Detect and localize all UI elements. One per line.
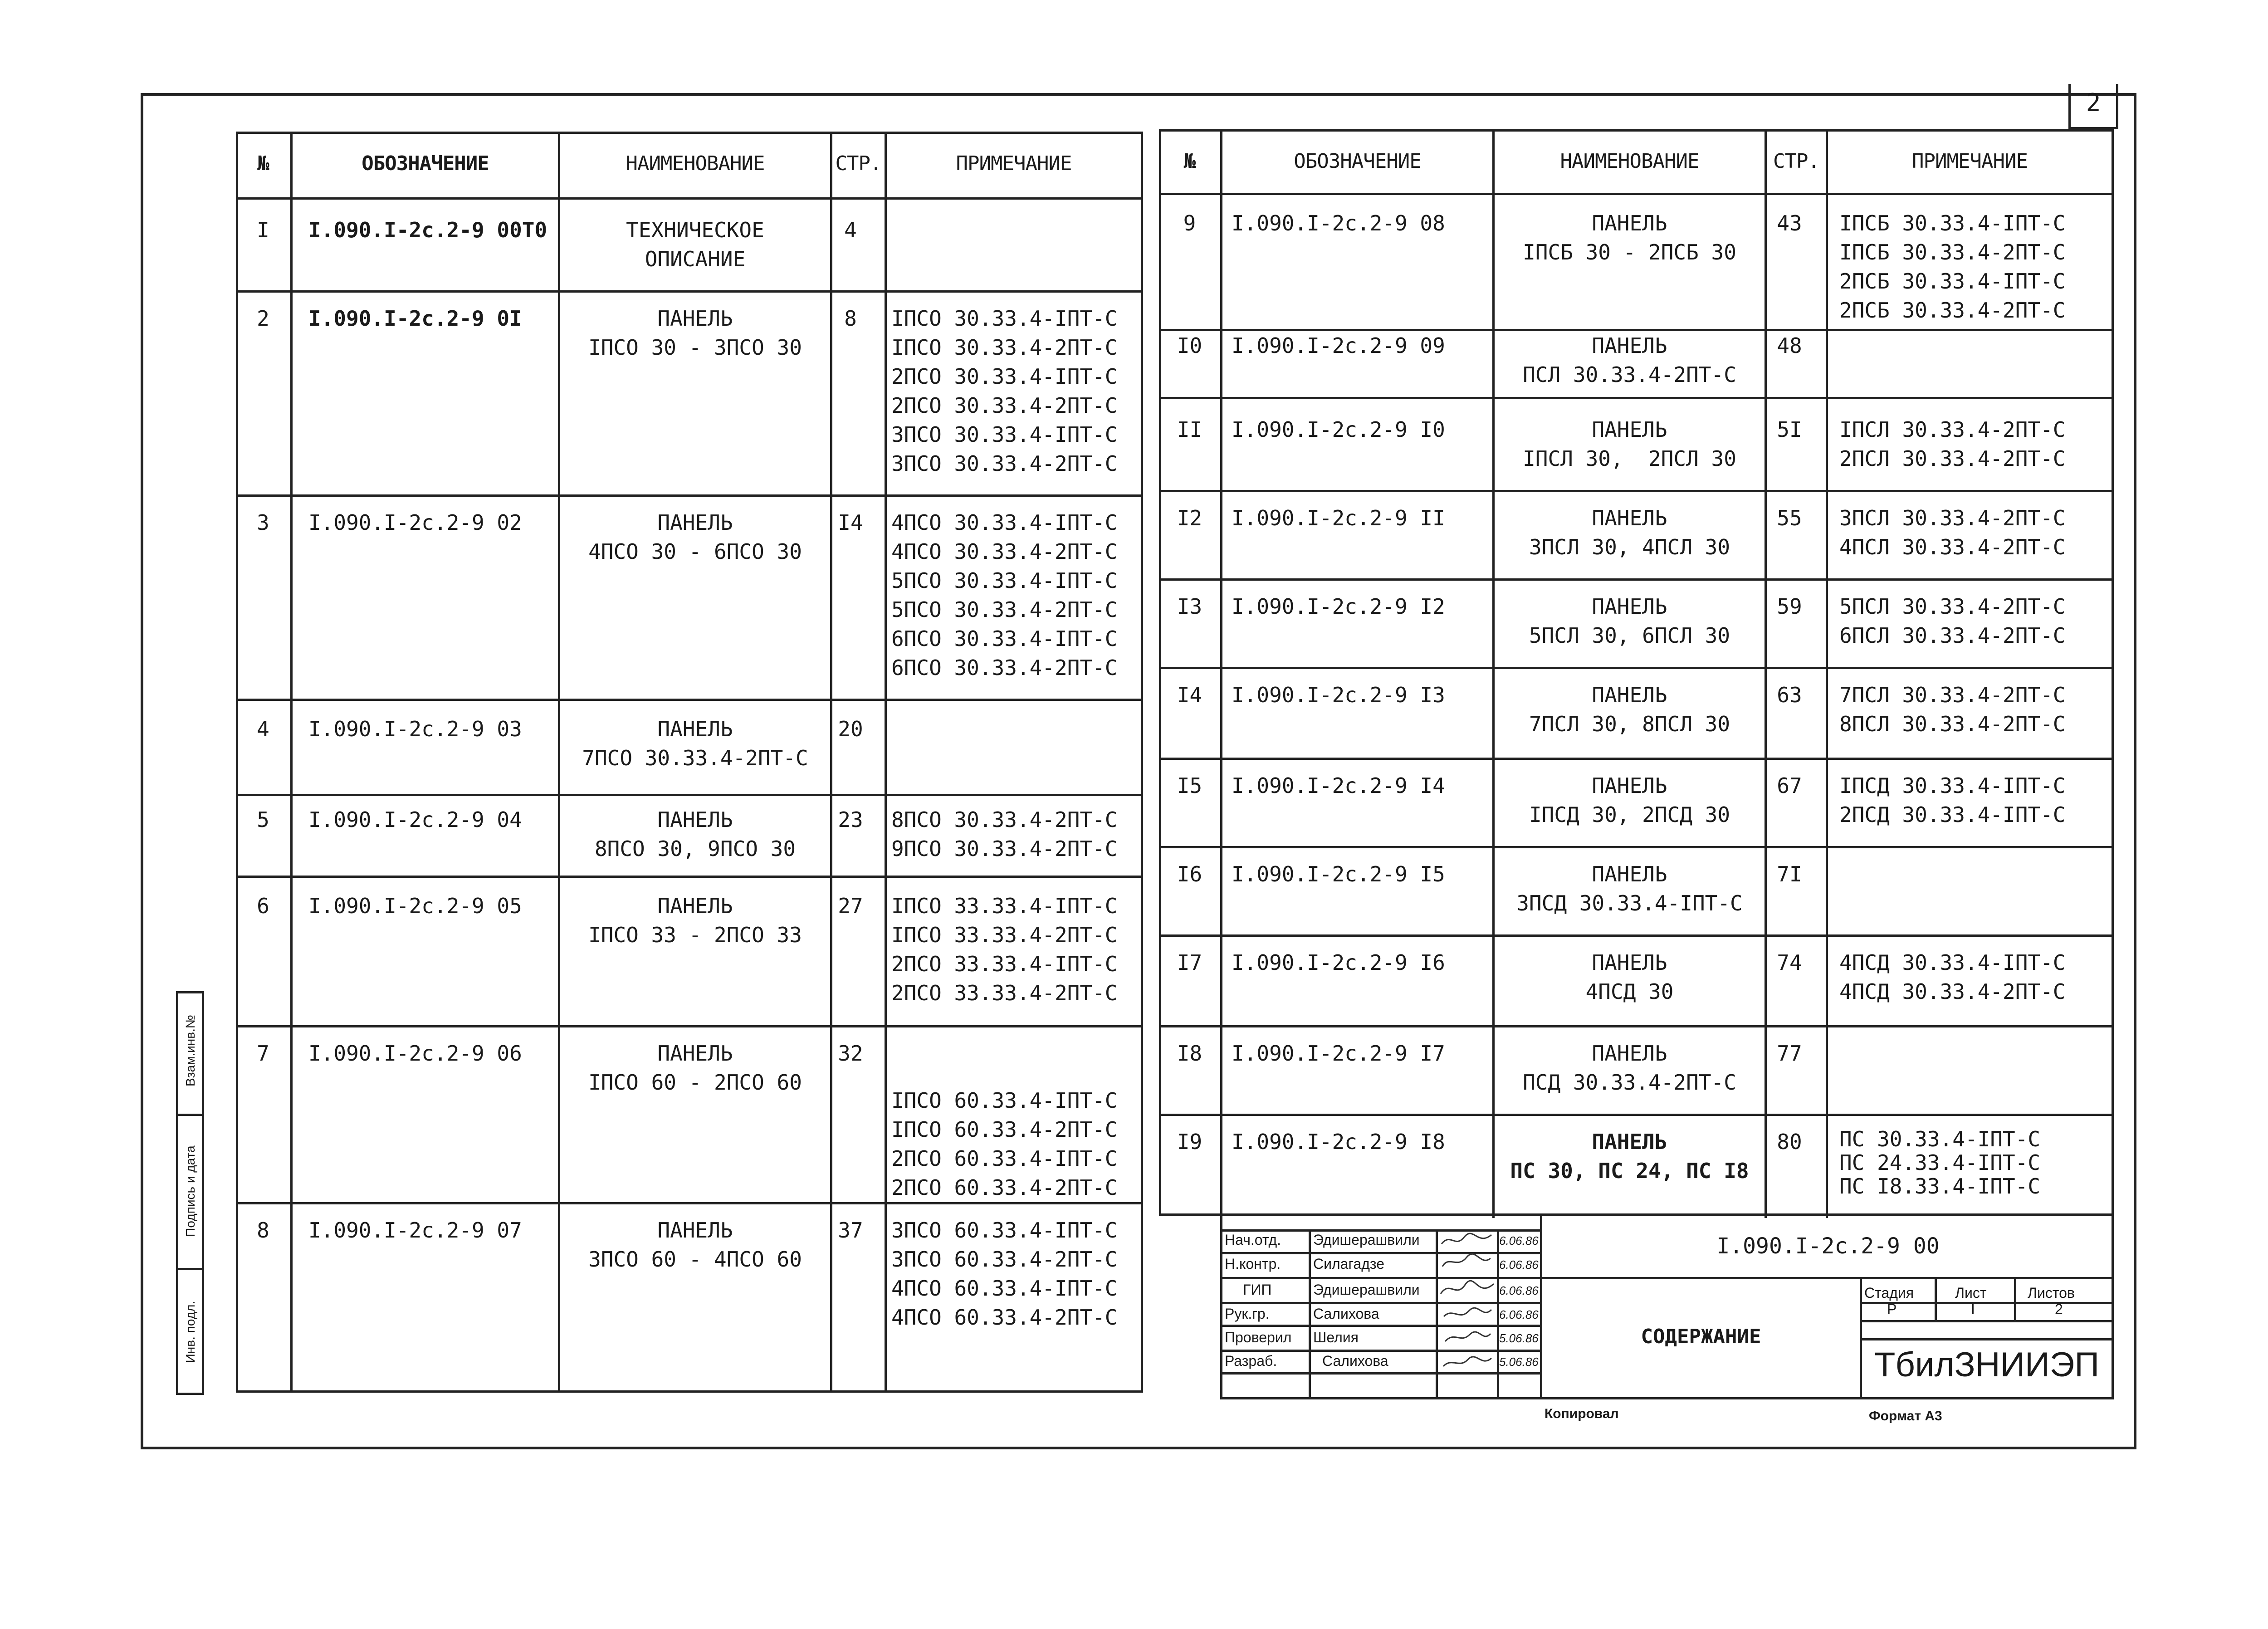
row-designation: I.090.I-2c.2-9 07 — [308, 1218, 522, 1243]
row-page: 63 — [1777, 683, 1802, 707]
copied-label: Копировал — [1545, 1406, 1619, 1421]
right-header-designation: ОБОЗНАЧЕНИЕ — [1294, 150, 1421, 173]
row-page: 27 — [838, 894, 863, 918]
row-no: 7 — [257, 1041, 269, 1066]
row-no: I4 — [1177, 683, 1202, 707]
row-no: 2 — [257, 306, 269, 331]
row-page: 7I — [1777, 862, 1802, 886]
row-page: 59 — [1777, 594, 1802, 619]
row-no: 3 — [257, 510, 269, 535]
row-name: ТЕХНИЧЕСКОЕ ОПИСАНИЕ — [626, 218, 764, 271]
signer-name: Силагадзе — [1313, 1256, 1384, 1272]
row-page: 20 — [838, 717, 863, 741]
row-note: ПС 30.33.4-IПТ-С ПС 24.33.4-IПТ-С ПС I8.33.4-IПТ-С — [1839, 1127, 2041, 1199]
row-designation: I.090.I-2c.2-9 0I — [308, 306, 522, 331]
row-name: ПАНЕЛЬ IПСБ 30 - 2ПСБ 30 — [1523, 211, 1736, 264]
row-name: ПАНЕЛЬ 8ПСО 30, 9ПСО 30 — [594, 807, 796, 861]
signer-role: Н.контр. — [1225, 1256, 1281, 1272]
title-block-title: СОДЕРЖАНИЕ — [1641, 1325, 1761, 1348]
signer-date: 5.06.86 — [1499, 1355, 1539, 1369]
row-designation: I.090.I-2c.2-9 05 — [308, 894, 522, 918]
row-designation: I.090.I-2c.2-9 I3 — [1232, 683, 1445, 707]
stage-label: Стадия — [1864, 1285, 1914, 1301]
row-name: ПАНЕЛЬ 4ПСД 30 — [1585, 950, 1674, 1004]
row-name: ПАНЕЛЬ 7ПСО 30.33.4-2ПТ-С — [582, 717, 808, 770]
row-designation: I.090.I-2c.2-9 03 — [308, 717, 522, 741]
row-no: I2 — [1177, 506, 1202, 530]
row-page: 80 — [1777, 1130, 1802, 1154]
row-page: 32 — [838, 1041, 863, 1066]
signer-name: Салихова — [1313, 1306, 1379, 1322]
row-no: I7 — [1177, 950, 1202, 975]
signer-name: Эдишерашвили — [1313, 1282, 1420, 1298]
row-page: 55 — [1777, 506, 1802, 530]
row-name: ПАНЕЛЬ 3ПСО 60 - 4ПСО 60 — [588, 1218, 802, 1272]
left-header-page: СТР. — [835, 152, 882, 175]
row-designation: I.090.I-2c.2-9 00Т0 — [308, 218, 547, 242]
row-designation: I.090.I-2c.2-9 06 — [308, 1041, 522, 1066]
row-page: 43 — [1777, 211, 1802, 235]
row-name: ПАНЕЛЬ 5ПСЛ 30, 6ПСЛ 30 — [1529, 594, 1730, 648]
sheets-value: 2 — [2055, 1301, 2063, 1317]
format-label: Формат А3 — [1869, 1409, 1942, 1424]
row-designation: I.090.I-2c.2-9 I6 — [1232, 950, 1445, 975]
signer-name: Шелия — [1313, 1329, 1359, 1345]
row-designation: I.090.I-2c.2-9 II — [1232, 506, 1445, 530]
side-stamp-label-3: Инв. подл. — [183, 1301, 197, 1363]
left-header-name: НАИМЕНОВАНИЕ — [626, 152, 765, 175]
row-name: ПАНЕЛЬ IПСО 60 - 2ПСО 60 — [588, 1041, 802, 1095]
row-note: IПСО 60.33.4-IПТ-С IПСО 60.33.4-2ПТ-С 2ПСО 60.33.4-IПТ-С 2ПСО 60.33.4-2ПТ-С — [891, 1088, 1118, 1200]
row-page: 23 — [838, 807, 863, 832]
row-name: ПАНЕЛЬ 3ПСД 30.33.4-IПТ-С — [1516, 862, 1743, 915]
row-no: I8 — [1177, 1041, 1202, 1066]
row-page: 8 — [844, 306, 857, 331]
row-designation: I.090.I-2c.2-9 I5 — [1232, 862, 1445, 886]
row-designation: I.090.I-2c.2-9 I4 — [1232, 773, 1445, 798]
row-no: I6 — [1177, 862, 1202, 886]
sheets-label: Листов — [2028, 1285, 2075, 1301]
signer-name: Эдишерашвили — [1313, 1232, 1420, 1248]
row-name: ПАНЕЛЬ IПСО 30 - 3ПСО 30 — [588, 306, 802, 360]
row-no: 5 — [257, 807, 269, 832]
left-header-designation: ОБОЗНАЧЕНИЕ — [362, 152, 489, 175]
sheet-value: I — [1971, 1301, 1975, 1317]
row-designation: I.090.I-2c.2-9 I8 — [1232, 1130, 1445, 1154]
sheet-label: Лист — [1955, 1285, 1987, 1301]
row-name: ПАНЕЛЬ ПС 30, ПС 24, ПС I8 — [1510, 1130, 1749, 1183]
row-page: 5I — [1777, 417, 1802, 442]
left-header-note: ПРИМЕЧАНИЕ — [956, 152, 1072, 175]
row-note: 8ПСО 30.33.4-2ПТ-С 9ПСО 30.33.4-2ПТ-С — [891, 807, 1118, 861]
row-page: 37 — [838, 1218, 863, 1243]
row-name: ПАНЕЛЬ ПСД 30.33.4-2ПТ-С — [1523, 1041, 1736, 1095]
row-note: 4ПСО 30.33.4-IПТ-С 4ПСО 30.33.4-2ПТ-С 5ПСО 30.33.4-IПТ-С 5ПСО 30.33.4-2ПТ-С 6ПСО 30.33.4-IПТ-С 6ПСО 30.33.4-2ПТ-С — [891, 510, 1118, 680]
signatures-graphic — [1437, 1230, 1497, 1398]
title-block-designation: I.090.I-2c.2-9 00 — [1716, 1233, 1940, 1259]
row-designation: I.090.I-2c.2-9 04 — [308, 807, 522, 832]
side-stamp-label-2: Подпись и дата — [183, 1145, 197, 1237]
row-no: 6 — [257, 894, 269, 918]
signer-date: 6.06.86 — [1499, 1258, 1539, 1272]
row-no: I0 — [1177, 333, 1202, 358]
row-designation: I.090.I-2c.2-9 I7 — [1232, 1041, 1445, 1066]
right-header-note: ПРИМЕЧАНИЕ — [1912, 150, 2028, 173]
row-designation: I.090.I-2c.2-9 I2 — [1232, 594, 1445, 619]
row-note: IПСО 30.33.4-IПТ-С IПСО 30.33.4-2ПТ-С 2ПСО 30.33.4-IПТ-С 2ПСО 30.33.4-2ПТ-С 3ПСО 30.33.4-IПТ-С 3ПСО 30.33.4-2ПТ-С — [891, 306, 1118, 476]
row-page: 77 — [1777, 1041, 1802, 1066]
sheet-number: 2 — [2086, 88, 2101, 117]
row-page: 48 — [1777, 333, 1802, 358]
signer-role: ГИП — [1243, 1282, 1272, 1298]
row-page: 67 — [1777, 773, 1802, 798]
row-note: 4ПСД 30.33.4-IПТ-С 4ПСД 30.33.4-2ПТ-С — [1839, 950, 2066, 1004]
signer-role: Рук.гр. — [1225, 1306, 1270, 1322]
right-header-page: СТР. — [1773, 150, 1819, 173]
row-note: IПСД 30.33.4-IПТ-С 2ПСД 30.33.4-IПТ-С — [1839, 773, 2066, 827]
row-page: I4 — [838, 510, 863, 535]
row-note: 3ПСО 60.33.4-IПТ-С 3ПСО 60.33.4-2ПТ-С 4ПСО 60.33.4-IПТ-С 4ПСО 60.33.4-2ПТ-С — [891, 1218, 1118, 1330]
signer-date: 6.06.86 — [1499, 1284, 1539, 1297]
stage-value: Р — [1887, 1301, 1897, 1317]
row-name: ПАНЕЛЬ 7ПСЛ 30, 8ПСЛ 30 — [1529, 683, 1730, 736]
signer-role: Разраб. — [1225, 1353, 1277, 1369]
row-name: ПАНЕЛЬ IПСД 30, 2ПСД 30 — [1529, 773, 1730, 827]
left-header-no: № — [257, 152, 269, 175]
signer-name: Салихова — [1322, 1353, 1388, 1369]
row-note: IПСО 33.33.4-IПТ-С IПСО 33.33.4-2ПТ-С 2ПСО 33.33.4-IПТ-С 2ПСО 33.33.4-2ПТ-С — [891, 894, 1118, 1005]
row-no: I5 — [1177, 773, 1202, 798]
right-header-no: № — [1183, 150, 1196, 173]
row-name: ПАНЕЛЬ IПСО 33 - 2ПСО 33 — [588, 894, 802, 947]
row-no: 8 — [257, 1218, 269, 1243]
row-note: 5ПСЛ 30.33.4-2ПТ-С 6ПСЛ 30.33.4-2ПТ-С — [1839, 594, 2066, 648]
signer-date: 6.06.86 — [1499, 1308, 1539, 1321]
row-designation: I.090.I-2c.2-9 08 — [1232, 211, 1445, 235]
signer-role: Проверил — [1225, 1329, 1292, 1345]
signer-date: 5.06.86 — [1499, 1331, 1539, 1345]
organization: ТбилЗНИИЭП — [1874, 1345, 2100, 1384]
row-no: I9 — [1177, 1130, 1202, 1154]
row-no: I — [257, 218, 269, 242]
row-page: 74 — [1777, 950, 1802, 975]
row-page: 4 — [844, 218, 857, 242]
row-note: IПСЛ 30.33.4-2ПТ-С 2ПСЛ 30.33.4-2ПТ-С — [1839, 417, 2066, 471]
right-header-name: НАИМЕНОВАНИЕ — [1560, 150, 1699, 173]
row-note: 7ПСЛ 30.33.4-2ПТ-С 8ПСЛ 30.33.4-2ПТ-С — [1839, 683, 2066, 736]
row-name: ПАНЕЛЬ IПСЛ 30, 2ПСЛ 30 — [1523, 417, 1736, 471]
row-designation: I.090.I-2c.2-9 I0 — [1232, 417, 1445, 442]
row-designation: I.090.I-2c.2-9 09 — [1232, 333, 1445, 358]
signer-date: 6.06.86 — [1499, 1234, 1539, 1247]
row-name: ПАНЕЛЬ ПСЛ 30.33.4-2ПТ-С — [1523, 333, 1736, 387]
row-note: 3ПСЛ 30.33.4-2ПТ-С 4ПСЛ 30.33.4-2ПТ-С — [1839, 506, 2066, 559]
row-no: I3 — [1177, 594, 1202, 619]
row-no: II — [1177, 417, 1202, 442]
row-no: 9 — [1183, 211, 1196, 235]
row-note: IПСБ 30.33.4-IПТ-С IПСБ 30.33.4-2ПТ-С 2ПСБ 30.33.4-IПТ-С 2ПСБ 30.33.4-2ПТ-С — [1839, 211, 2066, 323]
row-name: ПАНЕЛЬ 3ПСЛ 30, 4ПСЛ 30 — [1529, 506, 1730, 559]
row-no: 4 — [257, 717, 269, 741]
row-name: ПАНЕЛЬ 4ПСО 30 - 6ПСО 30 — [588, 510, 802, 564]
row-designation: I.090.I-2c.2-9 02 — [308, 510, 522, 535]
signer-role: Нач.отд. — [1225, 1232, 1281, 1248]
side-stamp-label-1: Взам.инв.№ — [183, 1015, 197, 1086]
